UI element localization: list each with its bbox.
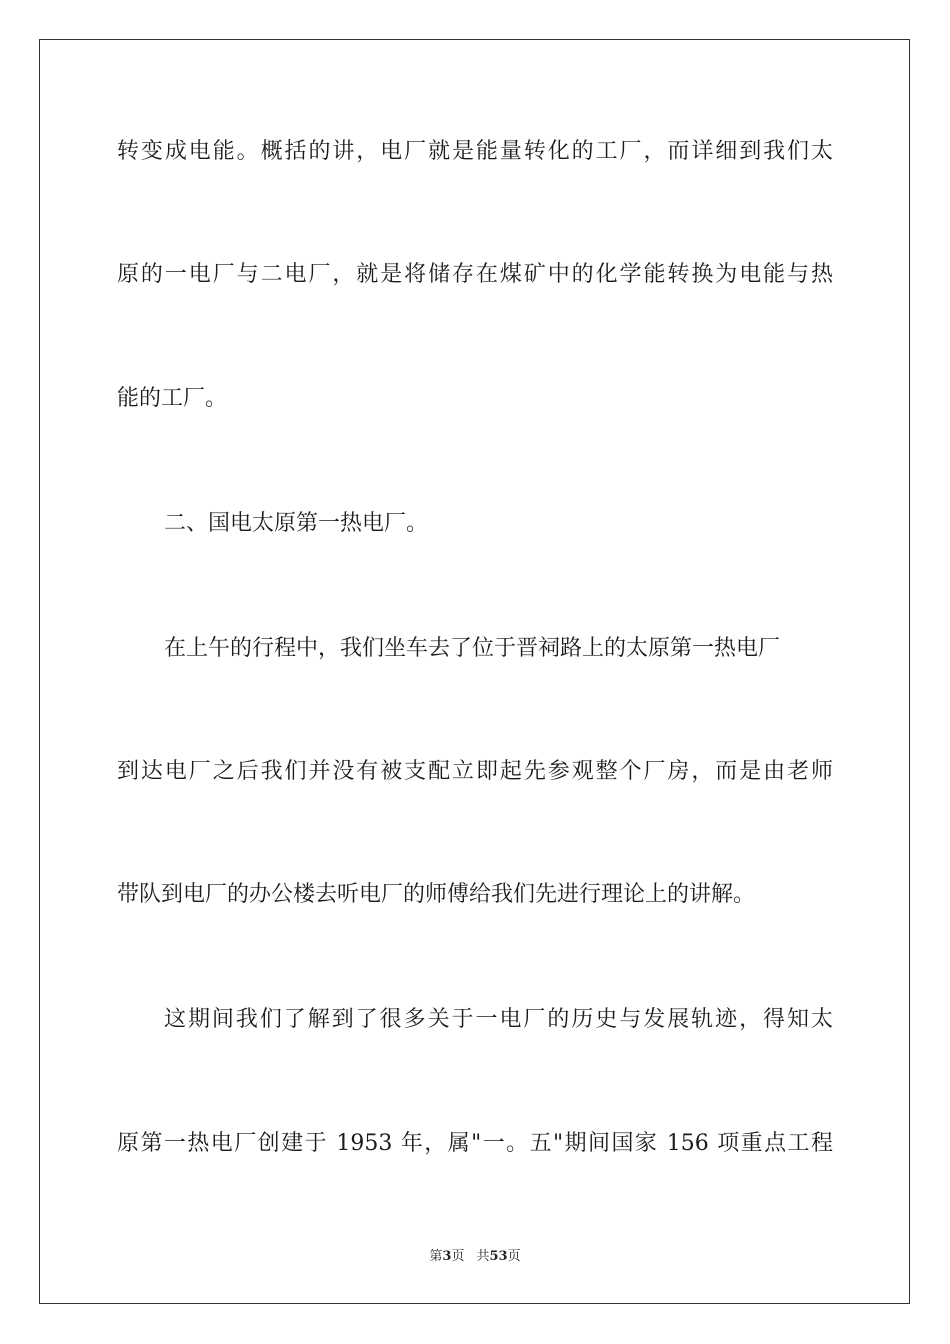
text-line-5: 在上午的行程中，我们坐车去了位于晋祠路上的太原第一热电厂 bbox=[164, 636, 781, 661]
text-line-1: 转变成电能。概括的讲，电厂就是能量转化的工厂，而详细到我们太 bbox=[117, 139, 833, 164]
page-footer bbox=[0, 1249, 950, 1265]
text-line-2: 原的一电厂与二电厂，就是将储存在煤矿中的化学能转换为电能与热 bbox=[117, 262, 833, 287]
text-line-6: 到达电厂之后我们并没有被支配立即起先参观整个厂房，而是由老师 bbox=[117, 759, 833, 784]
total-prefix: 共 bbox=[476, 1249, 490, 1264]
section-heading: 二、国电太原第一热电厂。 bbox=[164, 511, 429, 536]
current-page-number: 3 bbox=[442, 1249, 452, 1264]
text-line-3: 能的工厂。 bbox=[117, 386, 228, 411]
page-prefix: 第 bbox=[429, 1249, 443, 1264]
page-border bbox=[39, 39, 910, 1304]
page-unit: 页 bbox=[451, 1249, 465, 1264]
text-line-9: 原第一热电厂创建于 1953 年，属"一。五"期间国家 156 项重点工程 bbox=[117, 1131, 833, 1156]
total-page-number: 53 bbox=[489, 1249, 508, 1264]
text-line-7: 带队到电厂的办公楼去听电厂的师傅给我们先进行理论上的讲解。 bbox=[117, 882, 756, 907]
total-unit: 页 bbox=[507, 1249, 521, 1264]
text-line-8: 这期间我们了解到了很多关于一电厂的历史与发展轨迹，得知太 bbox=[164, 1007, 833, 1032]
